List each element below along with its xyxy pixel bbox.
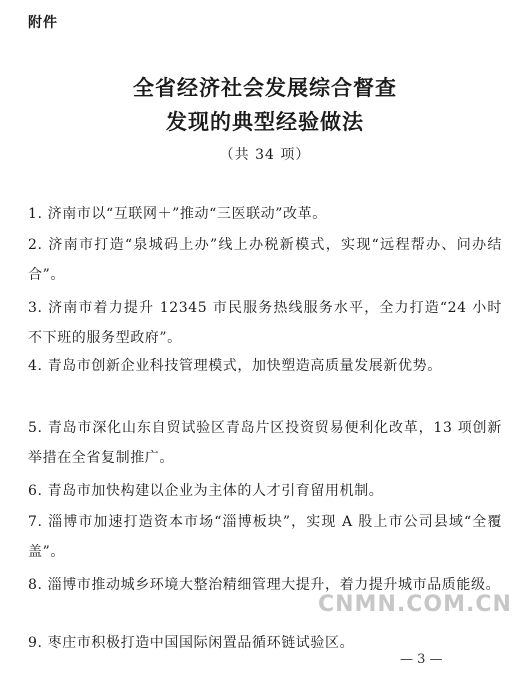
list-item-4: 4. 青岛市创新企业科技管理模式，加快塑造高质量发展新优势。 xyxy=(28,358,442,374)
list-item-6: 6. 青岛市加快构建以企业为主体的人才引育留用机制。 xyxy=(28,483,384,499)
list-item-5: 5. 青岛市深化山东自贸试验区青岛片区投资贸易便利化改革，13 项创新举措在全省复制推广。 xyxy=(28,420,502,466)
list-item-7: 7. 淄博市加速打造资本市场“淄博板块”，实现 A 股上市公司县域“全覆盖”。 xyxy=(28,514,502,560)
list-item-8: 8. 淄博市推动城乡环境大整治精细管理大提升，着力提升城市品质能级。 xyxy=(28,577,501,593)
site-watermark: CNMN.COM.CN xyxy=(318,592,512,617)
attachment-label: 附件 xyxy=(28,15,58,31)
document-title-line-1: 全省经济社会发展综合督查 xyxy=(133,76,397,100)
item-count: （共 34 项） xyxy=(219,147,311,163)
list-item-2: 2. 济南市打造“泉城码上办”线上办税新模式，实现“远程帮办、问办结合”。 xyxy=(28,237,502,283)
page-number: — 3 — xyxy=(400,652,443,667)
document-title-line-2: 发现的典型经验做法 xyxy=(166,110,364,134)
list-item-9: 9. 枣庄市积极打造中国国际闲置品循环链试验区。 xyxy=(28,635,355,651)
list-item-3: 3. 济南市着力提升 12345 市民服务热线服务水平，全力打造“24 小时不下班的服务型政府”。 xyxy=(28,300,502,346)
list-item-1: 1. 济南市以“互联网＋”推动“三医联动”改革。 xyxy=(28,206,327,222)
